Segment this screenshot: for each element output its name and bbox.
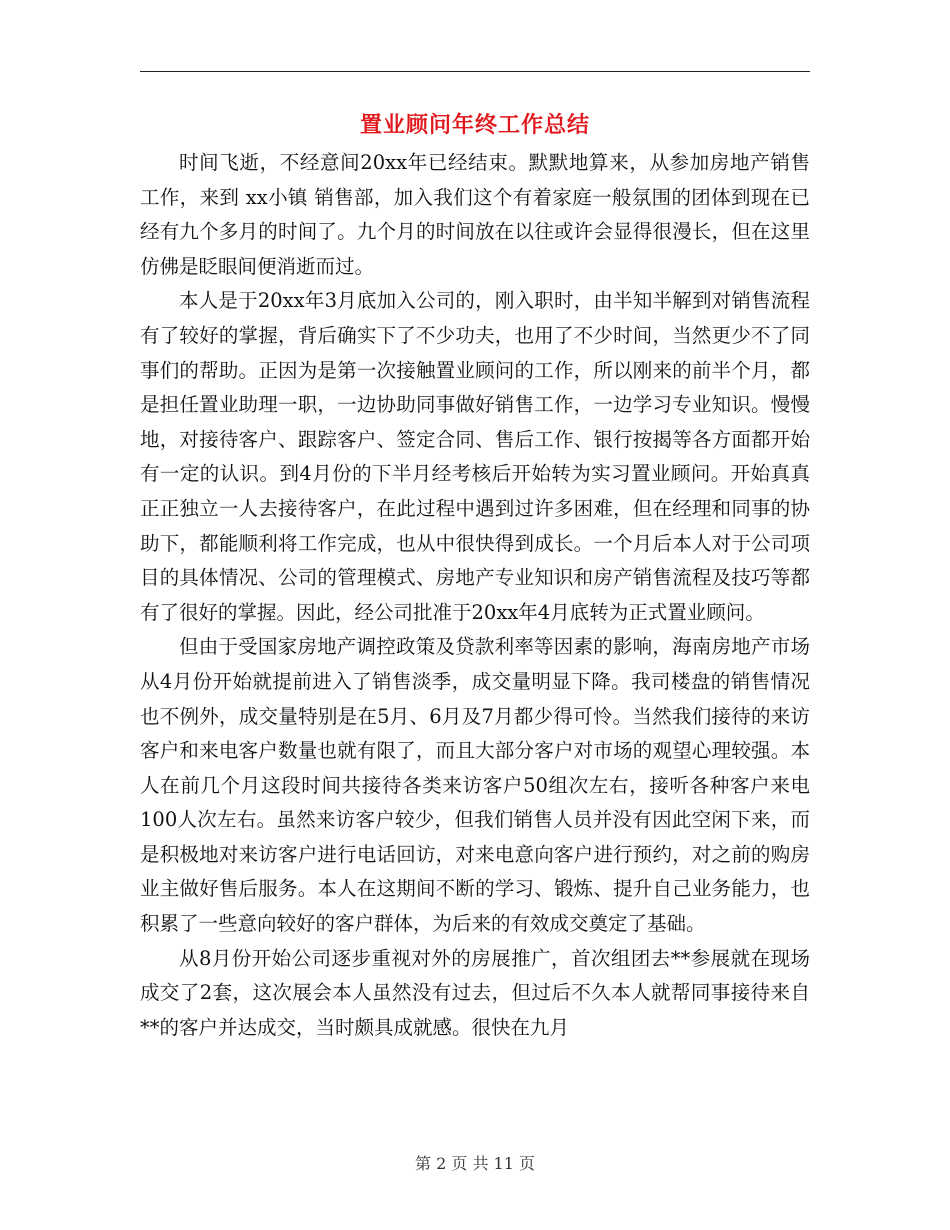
page-number: 第 2 页 共 11 页	[415, 1154, 535, 1173]
paragraph: 时间飞逝，不经意间20xx年已经结束。默默地算来，从参加房地产销售工作，来到 xx小镇 销售部，加入我们这个有着家庭一般氛围的团体到现在已经有九个多月的时间了。九个月的时间放在以往或许会显得很漫长，但在这里仿佛是眨眼间便消逝而过。	[140, 151, 810, 278]
paragraph: 本人是于20xx年3月底加入公司的，刚入职时，由半知半解到对销售流程有了较好的掌握，背后确实下了不少功夫，也用了不少时间，当然更少不了同事们的帮助。正因为是第一次接触置业顾问的工作，所以刚来的前半个月，都是担任置业助理一职，一边协助同事做好销售工作，一边学习专业知识。慢慢地，对接待客户、跟踪客户、签定合同、售后工作、银行按揭等各方面都开始有一定的认识。到4月份的下半月经考核后开始转为实习置业顾问。开始真真正正独立一人去接待客户，在此过程中遇到过许多困难，但在经理和同事的协助下，都能顺利将工作完成，也从中很快得到成长。一个月后本人对于公司项目的具体情况、公司的管理模式、房地产专业知识和房产销售流程及技巧等都有了很好的掌握。因此，经公司批准于20xx年4月底转为正式置业顾问。	[140, 289, 810, 624]
document-title: 置业顾问年终工作总结	[359, 112, 590, 138]
document-body	[140, 146, 810, 1045]
header-rule	[140, 71, 810, 72]
paragraph: 从8月份开始公司逐步重视对外的房展推广，首次组团去**参展就在现场成交了2套，这次展会本人虽然没有过去，但过后不久本人就帮同事接待来自**的客户并达成交，当时颇具成就感。很快在九月	[140, 946, 810, 1039]
paragraph: 但由于受国家房地产调控政策及贷款利率等因素的影响，海南房地产市场从4月份开始就提前进入了销售淡季，成交量明显下降。我司楼盘的销售情况也不例外，成交量特别是在5月、6月及7月都少得可怜。当然我们接待的来访客户和来电客户数量也就有限了，而且大部分客户对市场的观望心理较强。本人在前几个月这段时间共接待各类来访客户50组次左右，接听各种客户来电100人次左右。虽然来访客户较少，但我们销售人员并没有因此空闲下来，而是积极地对来访客户进行电话回访，对来电意向客户进行预约，对之前的购房业主做好售后服务。本人在这期间不断的学习、锻炼、提升自己业务能力，也积累了一些意向较好的客户群体，为后来的有效成交奠定了基础。	[140, 635, 810, 936]
